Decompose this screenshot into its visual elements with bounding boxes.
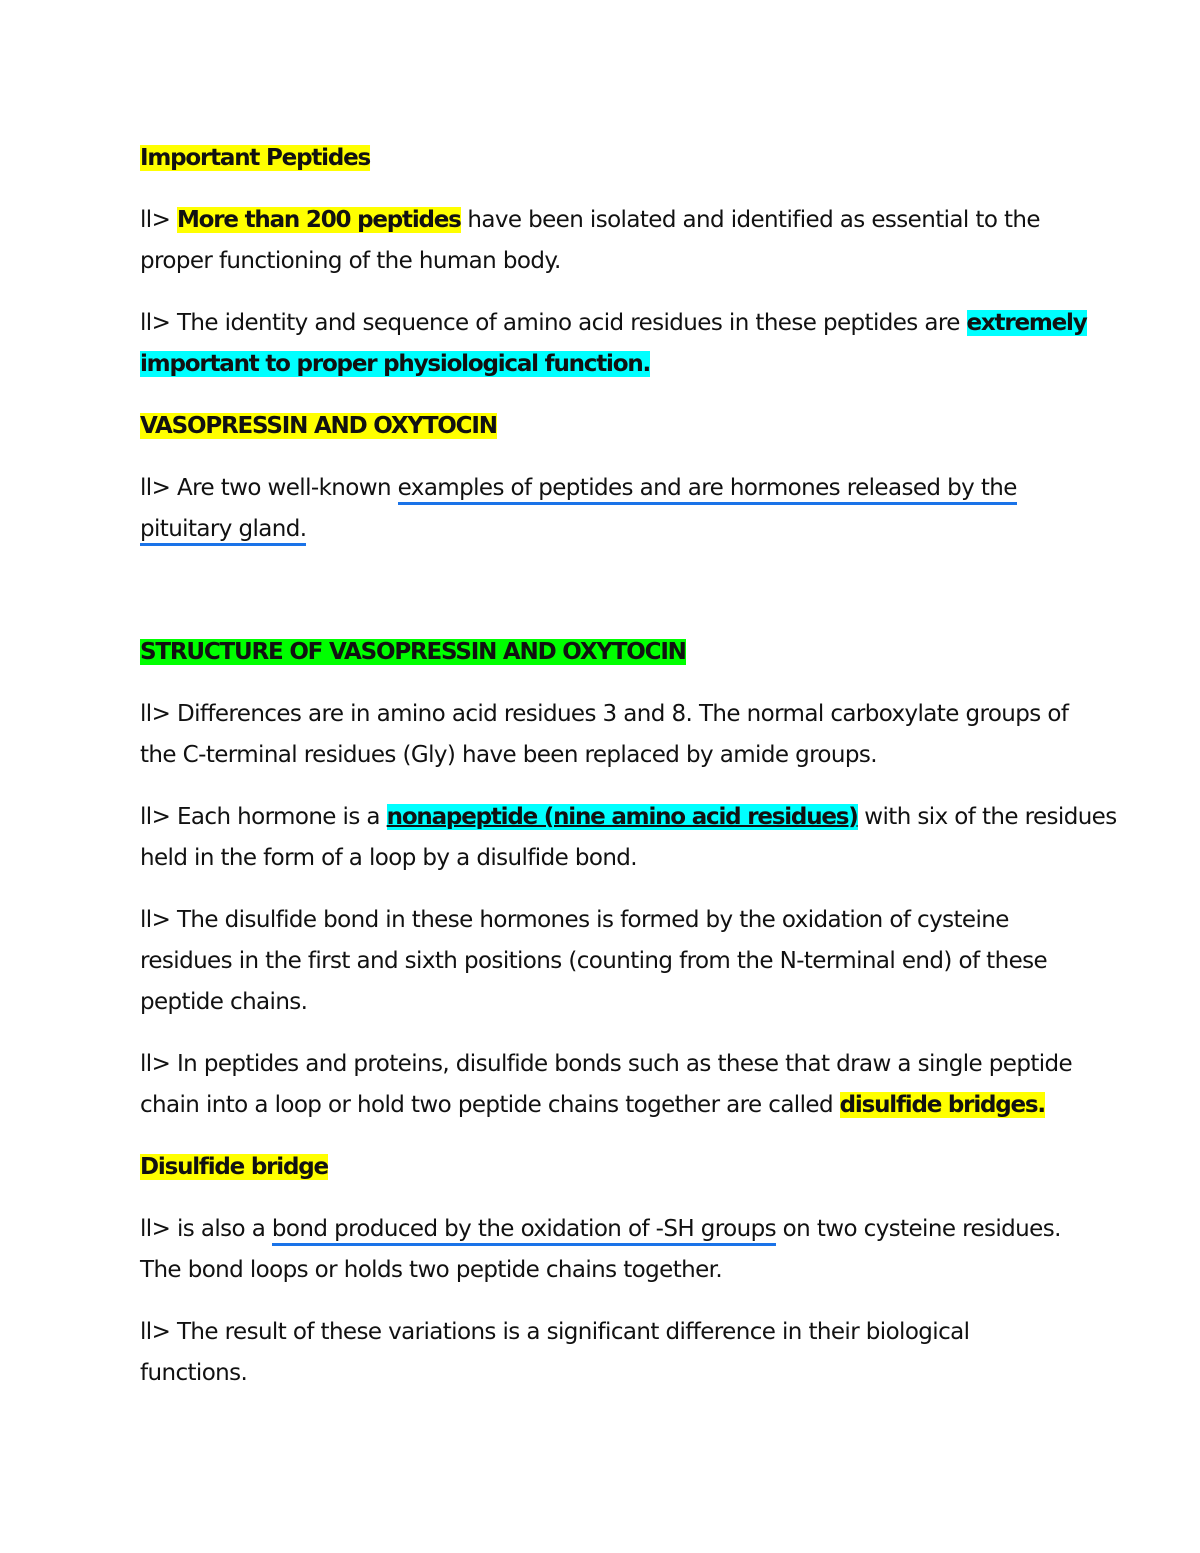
heading-text: Disulfide bridge xyxy=(140,1154,328,1180)
body-text: The bond loops or holds two peptide chains together. xyxy=(140,1257,723,1283)
paragraph-nonapeptide xyxy=(140,797,1117,879)
bullet-marker: ll> xyxy=(140,701,171,727)
body-text: chain into a loop or hold two peptide chains together are called xyxy=(140,1092,840,1118)
bullet-marker: ll> xyxy=(140,1319,171,1345)
body-text: In peptides and proteins, disulfide bonds such as these that draw a single peptide xyxy=(170,1051,1073,1077)
heading-disulfide-bridge xyxy=(140,1147,1070,1188)
highlight-text: disulfide bridges. xyxy=(839,1092,1045,1118)
heading-vasopressin-oxytocin xyxy=(140,406,1070,447)
bullet-marker: ll> xyxy=(140,207,171,233)
paragraph-identity-sequence xyxy=(140,303,1087,385)
underlined-text: bond produced by the oxidation of -SH groups xyxy=(272,1216,776,1246)
body-text: The disulfide bond in these hormones is formed by the oxidation of cysteine xyxy=(170,907,1009,933)
heading-text: Important Peptides xyxy=(140,145,370,171)
document-page xyxy=(140,138,1117,1394)
heading-text: STRUCTURE OF VASOPRESSIN AND OXYTOCIN xyxy=(140,639,686,665)
body-text: with six of the residues xyxy=(857,804,1117,830)
highlight-text: nonapeptide (nine amino acid residues) xyxy=(386,804,858,830)
underlined-text: examples of peptides and are hormones released by the xyxy=(398,475,1017,505)
heading-structure xyxy=(140,632,1070,673)
bullet-marker: ll> xyxy=(140,1051,171,1077)
body-text: on two cysteine residues. xyxy=(775,1216,1061,1242)
heading-text: VASOPRESSIN AND OXYTOCIN xyxy=(140,413,497,439)
body-text: the C-terminal residues (Gly) have been replaced by amide groups. xyxy=(140,742,877,768)
paragraph-disulfide-bridges xyxy=(140,1044,1073,1126)
paragraph-peptides-count xyxy=(140,200,1070,282)
bullet-marker: ll> xyxy=(140,804,171,830)
paragraph-disulfide-bond-formation xyxy=(140,900,1070,1023)
highlight-text: More than 200 peptides xyxy=(176,207,461,233)
highlight-text: extremely xyxy=(966,310,1087,336)
body-text: residues in the first and sixth positions (counting from the N-terminal end) of these xyxy=(140,948,1048,974)
body-text: is also a xyxy=(170,1216,272,1242)
paragraph-variations-result xyxy=(140,1312,1070,1394)
bullet-marker: ll> xyxy=(140,1216,171,1242)
paragraph-well-known-examples xyxy=(140,468,1070,550)
body-text: The identity and sequence of amino acid residues in these peptides are xyxy=(170,310,967,336)
highlight-text: important to proper physiological function. xyxy=(140,351,651,377)
body-text: Are two well-known xyxy=(170,475,398,501)
body-text: functions. xyxy=(140,1360,248,1386)
bullet-marker: ll> xyxy=(140,907,171,933)
heading-important-peptides xyxy=(140,138,1070,179)
body-text: Differences are in amino acid residues 3 and 8. The normal carboxylate groups of xyxy=(170,701,1069,727)
underlined-text: pituitary gland. xyxy=(140,516,306,546)
bullet-marker: ll> xyxy=(140,310,171,336)
bullet-marker: ll> xyxy=(140,475,171,501)
body-text: held in the form of a loop by a disulfide bond. xyxy=(140,845,638,871)
body-text: Each hormone is a xyxy=(170,804,387,830)
body-text: The result of these variations is a significant difference in their biological xyxy=(170,1319,970,1345)
body-text: proper functioning of the human body. xyxy=(140,248,561,274)
paragraph-differences xyxy=(140,694,1070,776)
body-text: peptide chains. xyxy=(140,989,308,1015)
paragraph-bond-definition xyxy=(140,1209,1070,1291)
body-text: have been isolated and identified as essential to the xyxy=(460,207,1040,233)
